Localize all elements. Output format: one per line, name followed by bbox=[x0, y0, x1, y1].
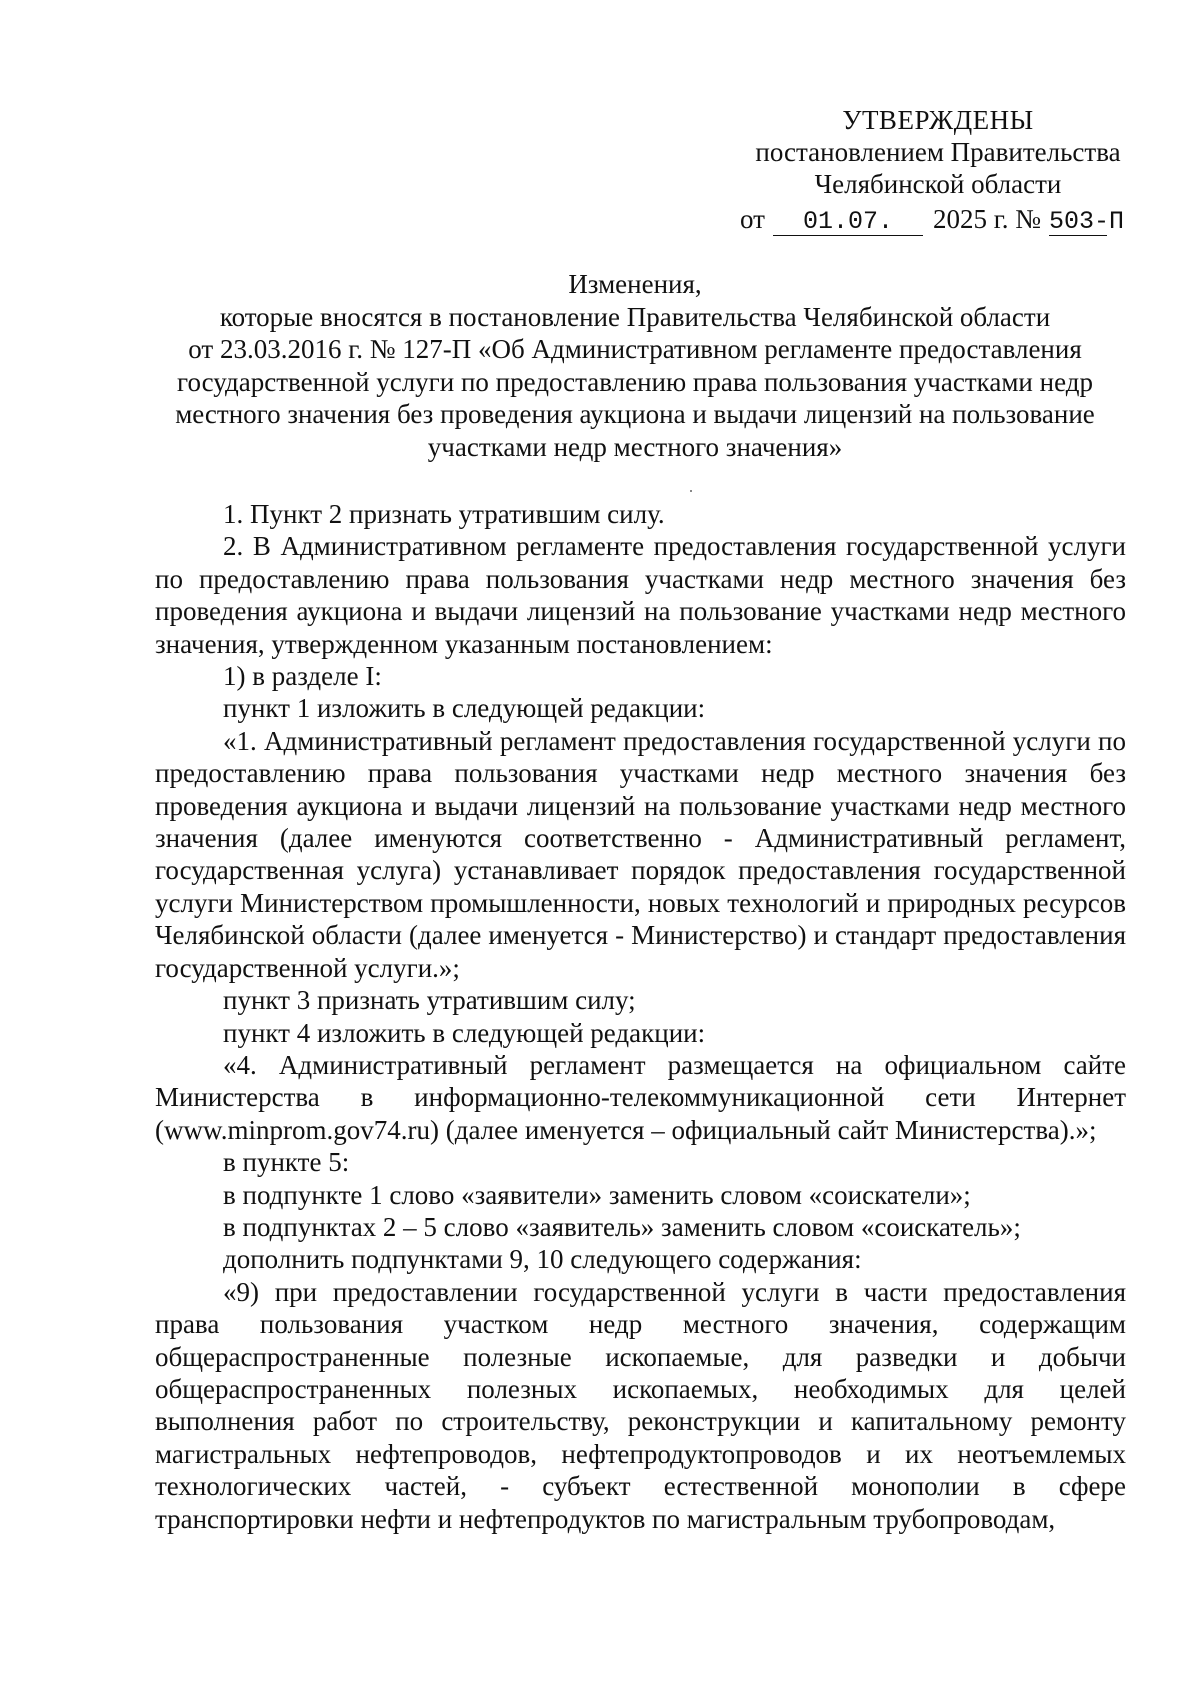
title-line-5: местного значения без проведения аукциона и выдачи лицензий на пользование bbox=[175, 399, 1095, 429]
approval-block bbox=[738, 104, 1138, 200]
paragraph: «4. Административный регламент размещается на официальном сайте Министерства в информационно-телекоммуникационной сети Интернет (www.minprom.gov74.ru) (далее именуется – официальный сайт Министерства).»; bbox=[155, 1049, 1126, 1145]
year-label: 2025 г. № bbox=[932, 204, 1041, 234]
date-field: 01.07. bbox=[773, 209, 923, 236]
title-line-3: от 23.03.2016 г. № 127-П «Об Административном регламенте предоставления bbox=[188, 334, 1082, 364]
scan-speck bbox=[690, 490, 692, 492]
paragraph: «9) при предоставлении государственной услуги в части предоставления права пользования участком недр местного значения, содержащим общераспространенные полезные ископаемые, для разведки и добычи общераспространенных полезных ископаемых, необходимых для целей выполнения работ по строительству, реконструкции и капитальному ремонту магистральных нефтепроводов, нефтепродуктопроводов и их неотъемлемых технологических частей, - субъект естественной монополии в сфере транспортировки нефти и нефтепродуктов по магистральным трубопроводам, bbox=[155, 1276, 1126, 1534]
title-line-2: которые вносятся в постановление Правительства Челябинской области bbox=[219, 301, 1051, 332]
approval-heading: УТВЕРЖДЕНЫ bbox=[842, 105, 1034, 135]
paragraph: пункт 4 изложить в следующей редакции: bbox=[223, 1017, 706, 1048]
paragraph: пункт 1 изложить в следующей редакции: bbox=[223, 693, 706, 724]
paragraph: 2. В Административном регламенте предоставления государственной услуги по предоставлению права пользования участками недр местного значения без проведения аукциона и выдачи лицензий на пользование участками недр местного значения, утвержденном указанным постановлением: bbox=[155, 531, 1126, 659]
paragraph: пункт 3 признать утратившим силу; bbox=[223, 985, 636, 1016]
date-prefix: от bbox=[740, 204, 765, 234]
approval-line-1: постановлением Правительства bbox=[755, 137, 1121, 167]
paragraph: 1) в разделе I: bbox=[223, 661, 382, 692]
approval-date-line bbox=[740, 202, 1125, 236]
paragraph: в подпункте 1 слово «заявители» заменить словом «соискатели»; bbox=[223, 1179, 971, 1210]
title-line-6: участками недр местного значения» bbox=[427, 431, 843, 462]
number-field: 503-П bbox=[1049, 207, 1125, 236]
title-line-4: государственной услуги по предоставлению права пользования участками недр bbox=[177, 366, 1093, 397]
paragraph: в пункте 5: bbox=[223, 1147, 350, 1178]
document-body bbox=[155, 498, 1126, 1535]
paragraph: дополнить подпунктами 9, 10 следующего содержания: bbox=[223, 1244, 862, 1275]
title-line-1: Изменения, bbox=[568, 269, 702, 299]
paragraph: 1. Пункт 2 признать утратившим силу. bbox=[223, 499, 665, 529]
document-title bbox=[150, 268, 1120, 463]
paragraph: в подпунктах 2 – 5 слово «заявитель» заменить словом «соискатель»; bbox=[223, 1211, 1021, 1242]
approval-line-2: Челябинской области bbox=[814, 169, 1062, 199]
paragraph: «1. Административный регламент предоставления государственной услуги по предоставлению права пользования участками недр местного значения без проведения аукциона и выдачи лицензий на пользование участками недр местного значения (далее именуются соответственно - Административный регламент, государственная услуга) устанавливает порядок предоставления государственной услуги Министерством промышленности, новых технологий и природных ресурсов Челябинской области (далее именуется - Министерство) и стандарт предоставления государственной услуги.»; bbox=[155, 725, 1126, 983]
